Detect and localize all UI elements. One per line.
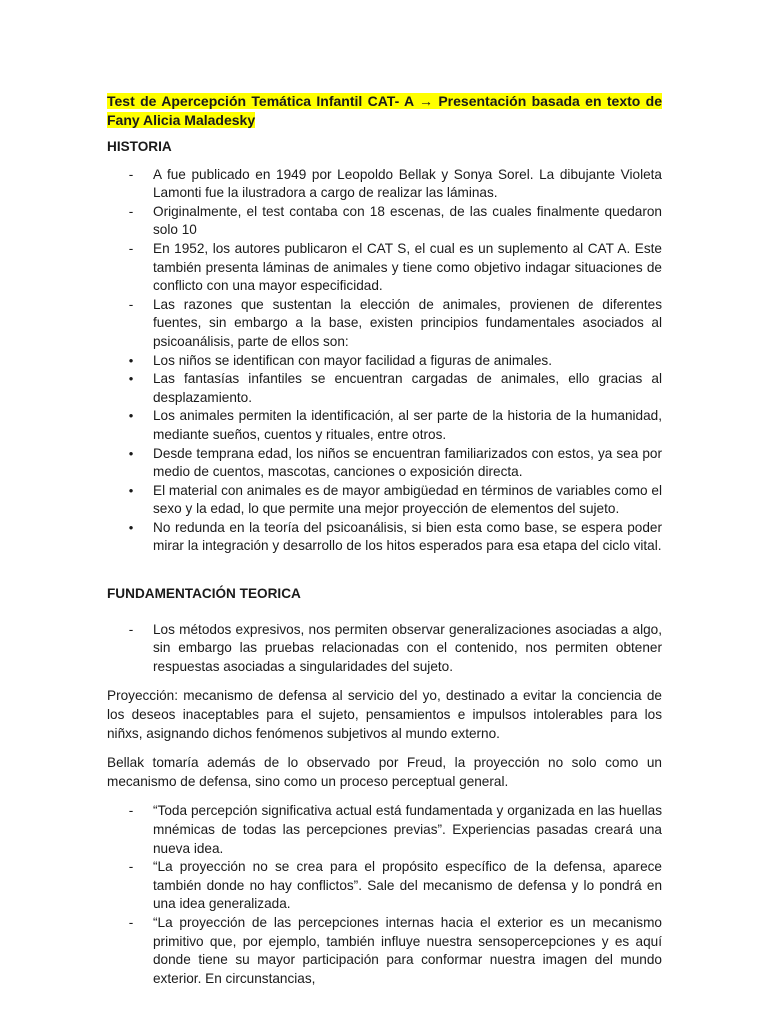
list-item: - “La proyección de las percepciones internas hacia el exterior es un mecanismo primitivo que, por ejemplo, también influye nuestra sensopercepciones y es aquí donde tiene su mayor participación para conformar nuestra imagen del mundo exterior. En circunstancias, [128,914,662,986]
document-body [107,92,662,988]
bullet-item: • Los niños se identifican con mayor facilidad a figuras de animales. [128,352,552,368]
list-item: - Las razones que sustentan la elección de animales, provienen de diferentes fuentes, sin embargo a la base, existen principios fundamentales asociados al psicoanálisis, parte de ellos son: [128,296,662,349]
bullet-item: • Las fantasías infantiles se encuentran cargadas de animales, ello gracias al desplazamiento. [128,371,662,405]
list-item: - Los métodos expresivos, nos permiten observar generalizaciones asociadas a algo, sin embargo las pruebas relacionadas con el contenido, nos permiten obtener respuestas asociadas a singularidades del sujeto. [128,621,662,674]
list-item: - “La proyección no se crea para el propósito específico de la defensa, aparece también donde no hay conflictos”. Sale del mecanismo de defensa y lo pondrá en una idea generalizada. [128,859,662,912]
fundamentacion-intro-list [107,621,662,677]
document-title [107,92,662,130]
proyeccion-paragraph: Proyección: mecanismo de defensa al servicio del yo, destinado a evitar la conciencia de los deseos inaceptables para el sujeto, pensamientos e impulsos intolerables para los niñxs, asignando dichos fenómenos subjetivos al mundo externo. [107,688,662,741]
fundamentacion-heading: FUNDAMENTACIÓN TEORICA [107,586,301,602]
historia-list [107,166,662,556]
list-item: - “Toda percepción significativa actual está fundamentada y organizada en las huellas mnémicas de todas las percepciones previas”. Experiencias pasadas creará una nueva idea. [128,803,662,856]
quotes-list [107,802,662,988]
historia-heading: HISTORIA [107,139,172,154]
title-highlight: Test de Apercepción Temática Infantil CAT- A → Presentación basada en texto de Fany Alicia Maladesky [107,93,662,128]
bullet-item: • No redunda en la teoría del psicoanálisis, si bien esta como base, se espera poder mirar la integración y desarrollo de los hitos esperados para esa etapa del ciclo vital. [128,519,662,554]
list-item: - En 1952, los autores publicaron el CAT S, el cual es un suplemento al CAT A. Este también presenta láminas de animales y tiene como objetivo indagar situaciones de conflicto con una mayor especificidad. [128,240,662,294]
list-item: - A fue publicado en 1949 por Leopoldo Bellak y Sonya Sorel. La dibujante Violeta Lamonti fue la ilustradora a cargo de realizar las láminas. [128,166,662,201]
bullet-item: • Los animales permiten la identificación, al ser parte de la historia de la humanidad, mediante sueños, cuentos y rituales, entre otros. [128,408,662,442]
bullet-item: • El material con animales es de mayor ambigüedad en términos de variables como el sexo y la edad, lo que permite una mejor proyección de elementos del sujeto. [128,482,662,517]
bullet-item: • Desde temprana edad, los niños se encuentran familiarizados con estos, ya sea por medio de cuentos, mascotas, canciones o exposición directa. [128,445,662,480]
list-item: - Originalmente, el test contaba con 18 escenas, de las cuales finalmente quedaron solo 10 [128,203,662,238]
bellak-paragraph: Bellak tomaría además de lo observado por Freud, la proyección no solo como un mecanismo de defensa, sino como un proceso perceptual general. [107,755,662,789]
